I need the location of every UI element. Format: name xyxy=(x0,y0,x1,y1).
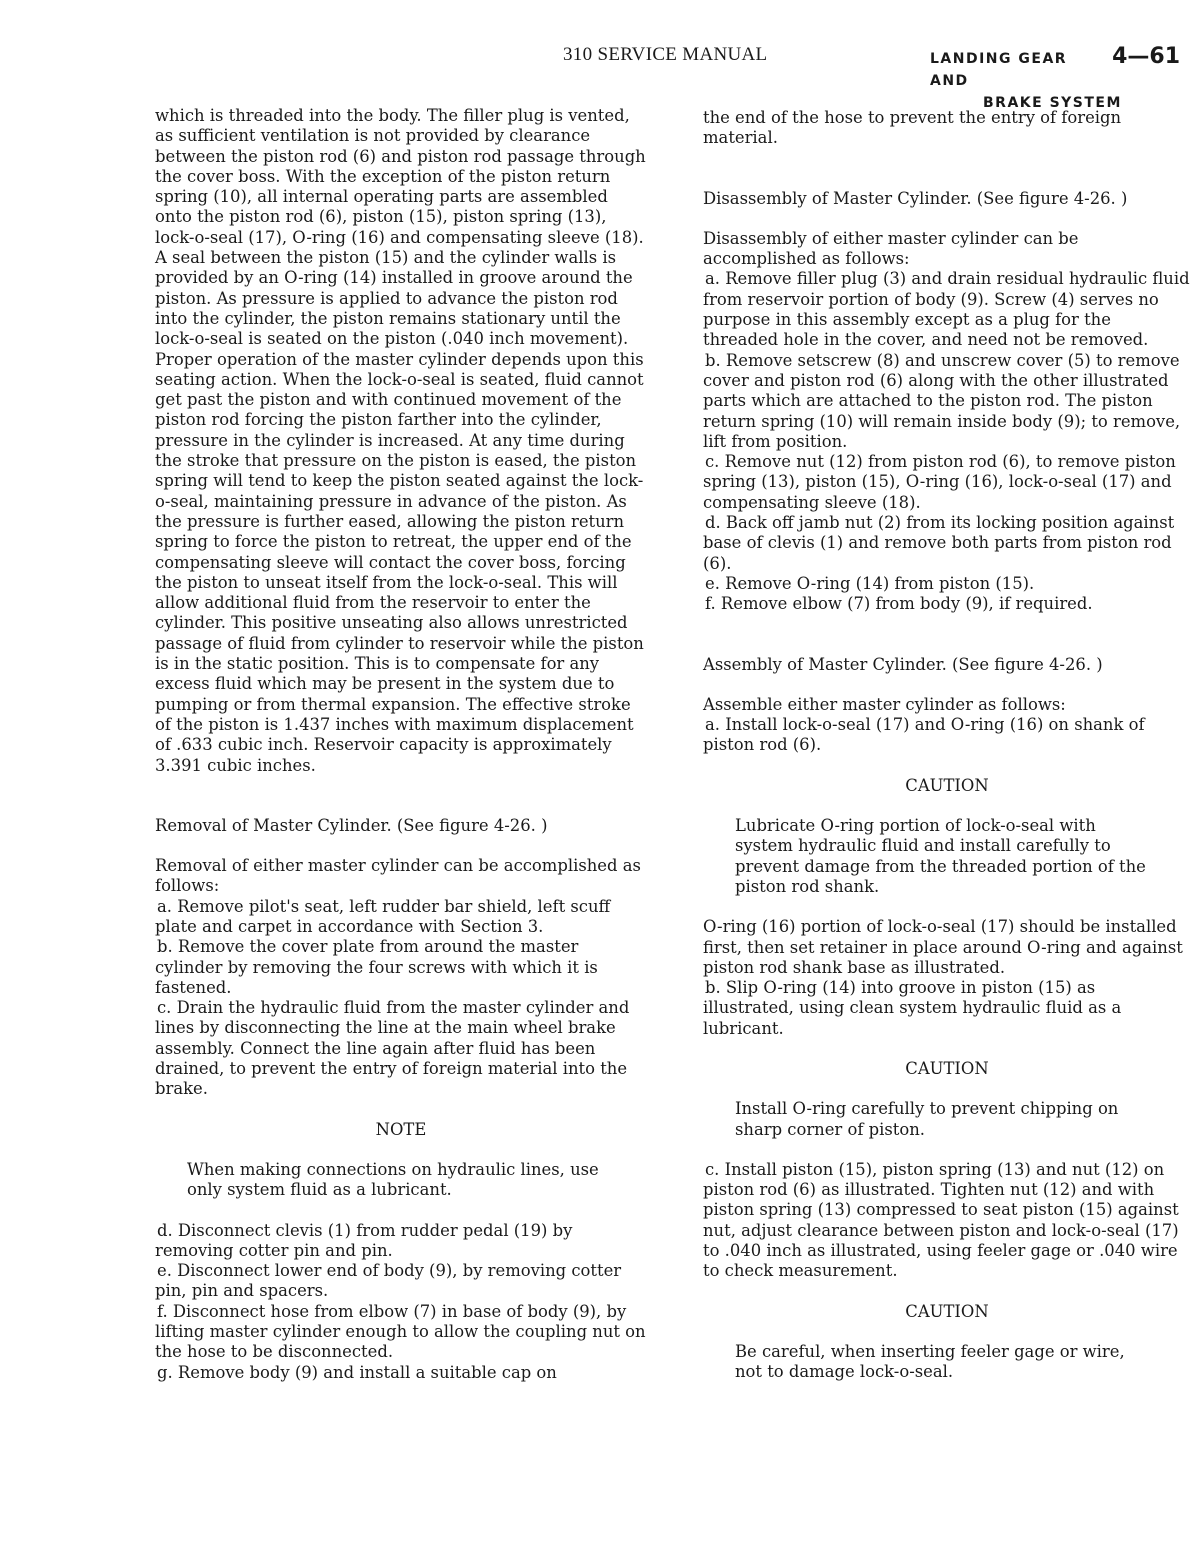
caution-text: Lubricate O-ring portion of lock-o-seal with system hydraulic fluid and install carefully to prevent damage from the threaded portion of the piston rod shank. xyxy=(735,816,1146,896)
assembly-heading: Assembly of Master Cylinder. (See figure 4-26. ) xyxy=(703,654,1103,674)
caution-text: Install O-ring carefully to prevent chipping on sharp corner of piston. xyxy=(735,1099,1119,1139)
disassembly-step: e. Remove O-ring (14) from piston (15). xyxy=(705,573,1035,593)
caution-text: Be careful, when inserting feeler gage or wire, not to damage lock-o-seal. xyxy=(735,1341,1125,1382)
disassembly-step: d. Back off jamb nut (2) from its locking position against base of clevis (1) and remove both parts from piston rod (6). xyxy=(703,513,1175,573)
removal-intro: Removal of either master cylinder can be accomplished as follows: xyxy=(155,856,641,896)
disassembly-step: c. Remove nut (12) from piston rod (6), to remove piston spring (13), piston (15), O-ring (16), lock-o-seal (17) and compensating sleeve (18). xyxy=(703,452,1176,512)
assembly-step: c. Install piston (15), piston spring (13) and nut (12) on piston rod (6) as illustrated. Tighten nut (12) and with piston spring (13) compressed to seat piston (15) against nut, adjust clearance between piston and lock-o-seal (17) to .040 inch as illustrated, using feeler gage or .040 wire to check measurement. xyxy=(703,1159,1179,1281)
caution-title: CAUTION xyxy=(905,1058,989,1078)
disassembly-step: a. Remove filler plug (3) and drain residual hydraulic fluid from reservoir portion of body (9). Screw (4) serves no purpose in this assembly except as a plug for the threaded hole in the cover, and need not be removed. xyxy=(703,269,1190,350)
assembly-step: a. Install lock-o-seal (17) and O-ring (16) on shank of piston rod (6). xyxy=(703,715,1145,755)
assembly-intro: Assemble either master cylinder as follows: xyxy=(703,694,1066,714)
manual-title: 310 SERVICE MANUAL xyxy=(563,44,768,65)
page-number: 4—61 xyxy=(1112,44,1181,69)
assembly-step: b. Slip O-ring (14) into groove in piston (15) as illustrated, using clean system hydraulic fluid as a lubricant. xyxy=(703,978,1122,1038)
intro-paragraph: which is threaded into the body. The filler plug is vented, as sufficient ventilation is not provided by clearance between the piston rod (6) and piston rod passage through the cover boss. With the exception of the piston return spring (10), all internal operating parts are assembled onto the piston rod (6), piston (15), piston spring (13), lock-o-seal (17), O-ring (16) and compensating sleeve (18). A seal between the piston (15) and the cylinder walls is provided by an O-ring (14) installed in groove around the piston. As pressure is applied to advance the piston rod into the cylinder, the piston remains stationary until the lock-o-seal is seated on the piston (.040 inch movement). Proper operation of the master cylinder depends upon this seating action. When the lock-o-seal is seated, fluid cannot get past the piston and with continued movement of the piston rod forcing the piston farther into the cylinder, pressure in the cylinder is increased. At any time during the stroke that pressure on the piston is eased, the piston spring will tend to keep the piston seated against the lock-o-seal, maintaining pressure in advance of the piston. As the pressure is further eased, allowing the piston return spring to force the piston to retreat, the upper end of the compensating sleeve will contact the cover boss, forcing the piston to unseat itself from the lock-o-seal. This will allow additional fluid from the reservoir to enter the cylinder. This positive unseating also allows unrestricted passage of fluid from cylinder to reservoir while the piston is in the static position. This is to compensate for any excess fluid which may be present in the system due to pumping or from thermal expansion. The effective stroke of the piston is 1.437 inches with maximum displacement of .633 cubic inch. Reservoir capacity is approximately 3.391 cubic inches. xyxy=(155,106,646,775)
removal-step: a. Remove pilot's seat, left rudder bar shield, left scuff plate and carpet in accordance with Section 3. xyxy=(155,896,611,936)
disassembly-step: f. Remove elbow (7) from body (9), if required. xyxy=(705,594,1093,614)
disassembly-heading: Disassembly of Master Cylinder. (See figure 4-26. ) xyxy=(703,188,1128,208)
caution-title: CAUTION xyxy=(905,1301,989,1321)
removal-step: c. Drain the hydraulic fluid from the master cylinder and lines by disconnecting the line at the main wheel brake assembly. Connect the line again after fluid has been drained, to prevent the entry of foreign material into the brake. xyxy=(155,998,630,1099)
removal-step: b. Remove the cover plate from around the master cylinder by removing the four screws with which it is fastened. xyxy=(155,937,598,997)
disassembly-intro: Disassembly of either master cylinder can be accomplished as follows: xyxy=(703,228,1079,269)
caution-title: CAUTION xyxy=(905,775,989,795)
section-title-line2: BRAKE SYSTEM xyxy=(983,95,1122,111)
removal-step: f. Disconnect hose from elbow (7) in base of body (9), by lifting master cylinder enough to allow the coupling nut on the hose to be disconnected. xyxy=(155,1301,646,1362)
removal-step: d. Disconnect clevis (1) from rudder pedal (19) by removing cotter pin and pin. xyxy=(155,1220,573,1260)
right-column xyxy=(703,108,1191,1383)
note-title: NOTE xyxy=(375,1119,427,1139)
section-header xyxy=(930,46,1180,114)
removal-heading: Removal of Master Cylinder. (See figure 4-26. ) xyxy=(155,815,548,835)
note-text: When making connections on hydraulic lines, use only system fluid as a lubricant. xyxy=(187,1159,599,1200)
oring-paragraph: O-ring (16) portion of lock-o-seal (17) should be installed first, then set retainer in place around O-ring and against piston rod shank base as illustrated. xyxy=(703,917,1183,977)
continuation-text: the end of the hose to prevent the entry of foreign material. xyxy=(703,108,1122,148)
section-title-line1: LANDING GEAR AND xyxy=(930,51,1068,89)
disassembly-step: b. Remove setscrew (8) and unscrew cover (5) to remove cover and piston rod (6) along with the other illustrated parts which are attached to the piston rod. The piston return spring (10) will remain inside body (9); to remove, lift from position. xyxy=(703,350,1181,451)
removal-step: g. Remove body (9) and install a suitable cap on xyxy=(157,1362,557,1382)
removal-step: e. Disconnect lower end of body (9), by removing cotter pin, pin and spacers. xyxy=(155,1261,622,1301)
left-column xyxy=(155,106,647,1383)
